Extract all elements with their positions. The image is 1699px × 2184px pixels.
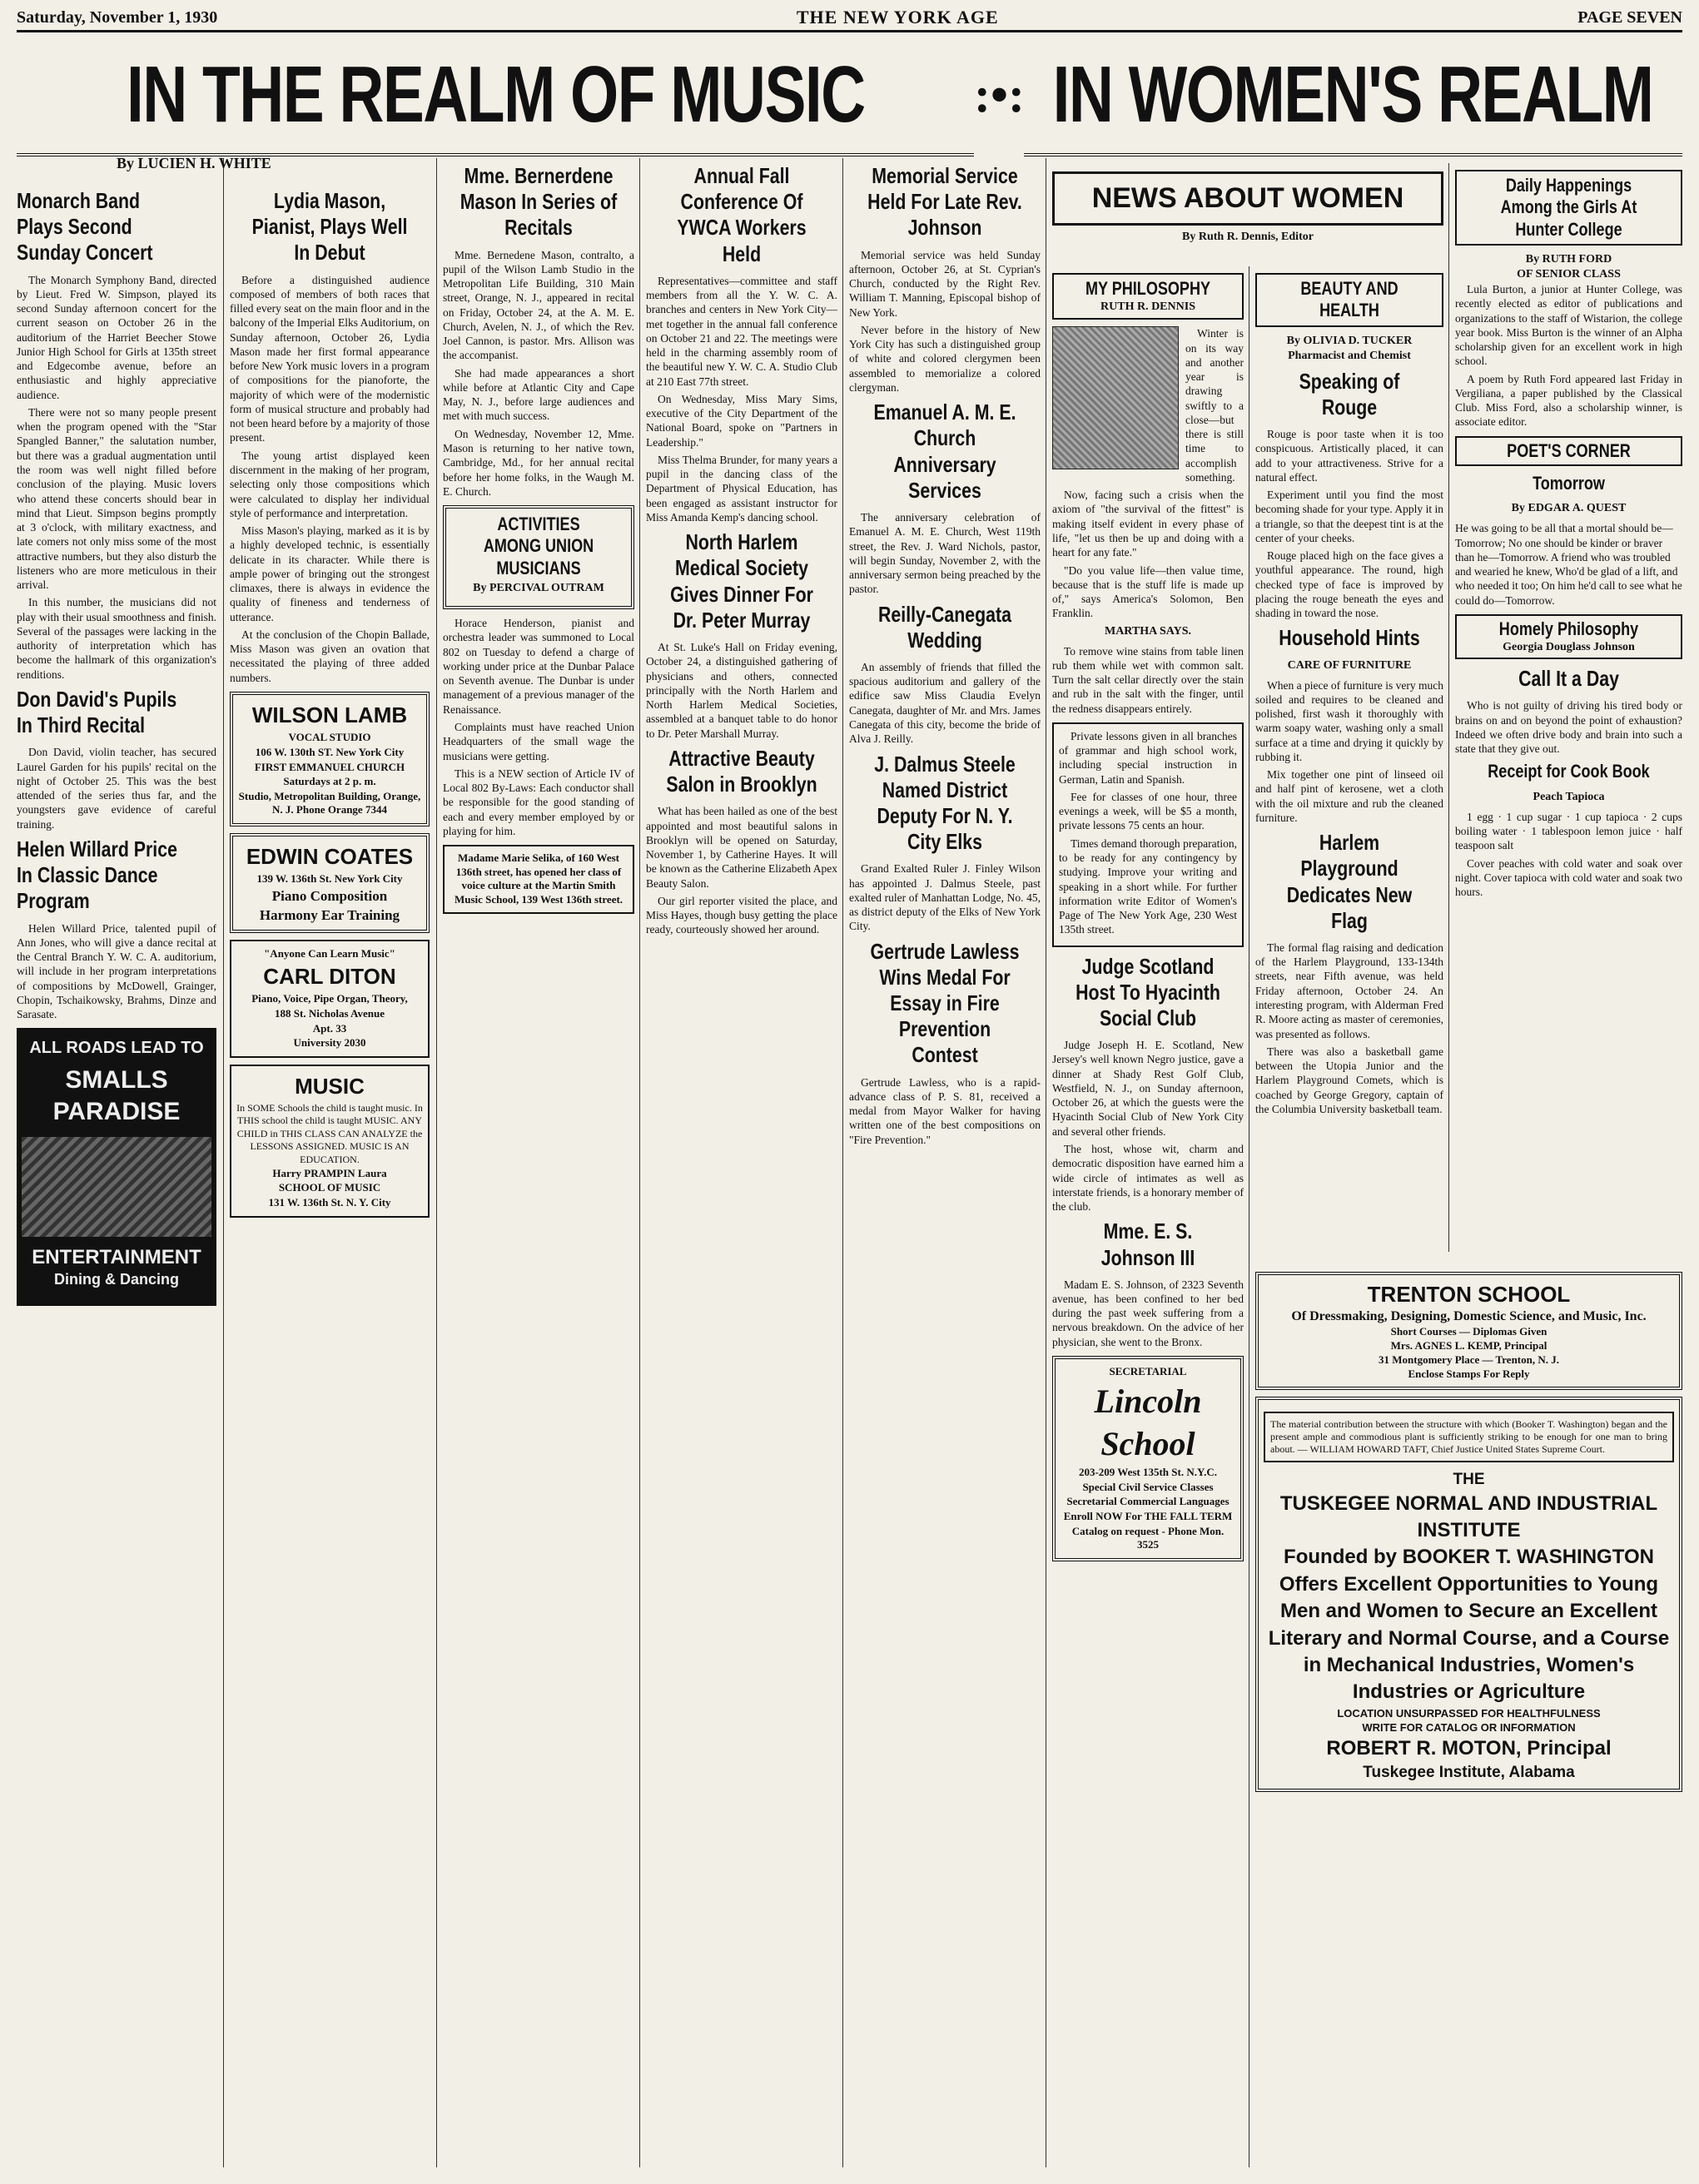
article-text: Winter is on its way and another year is drawing swiftly to a close—but there is still time to accomplish something. xyxy=(1185,327,1244,484)
article-text: Helen Willard Price, talented pupil of Ann Jones, who will give a dance recital at the Central Branch Y. W. C. A. auditorium, will include in her program interpretations of compositions by McDowell, Grainger, Chopin, Tschaikowsky, Brahms, Dinze and Sarasate. xyxy=(17,921,216,1021)
article-text: On Wednesday, November 12, Mme. Mason is returning to her native town, Cambridge, Md., for her annual recital before her home folks, in the Waugh M. E. Church. xyxy=(443,427,634,498)
headline: Helen Willard Price In Classic Dance Program xyxy=(17,836,177,914)
article-text: Horace Henderson, pianist and orchestra leader was summoned to Local 802 on Tuesday to defend a charge of working under price at the Dunbar Palace on Seventh avenue. The Dunbar is under management of a previous manager of the Renaissance. xyxy=(443,617,634,716)
article-text: Complaints must have reached Union Headquarters of the small wage the musicians were getting. xyxy=(443,721,634,762)
headline: North Harlem Medical Society Gives Dinner For Dr. Peter Murray xyxy=(670,529,813,633)
marie-selika-ad: Madame Marie Selika, of 160 West 136th street, has opened her class of voice culture at the Martin Smith Music School, 139 West 136th street. xyxy=(443,845,634,914)
article-text: Representatives—committee and staff members from all the Y. W. C. A. branches and centers in New York City—met together in the annual fall conference on October 21 and 22. The meetings were held in the charming assembly room of the beautiful new Y. W. C. A. Studio Club at 210 East 77th street. xyxy=(646,274,837,388)
article-text: At the conclusion of the Chopin Ballade, Miss Mason was given an ovation that necessitated the playing of three added numbers. xyxy=(230,628,430,684)
article-text: At St. Luke's Hall on Friday evening, October 24, a distinguished gathering of physicians and others, connected principally with the North Harlem and North Harlem Medical Societies, assembled at a banquet table to do honor to Dr. Peter Marshall Murray. xyxy=(646,641,837,740)
issue-date: Saturday, November 1, 1930 xyxy=(17,7,218,27)
column-rule xyxy=(223,158,224,2167)
headline: Annual Fall Conference Of YWCA Workers Held xyxy=(677,163,807,266)
women-column-6 xyxy=(1052,266,1244,2167)
my-philosophy-heading: MY PHILOSOPHY RUTH R. DENNIS xyxy=(1052,273,1244,320)
headline: Household Hints xyxy=(1279,625,1420,651)
article-text: Mme. Bernedene Mason, contralto, a pupil of the Wilson Lamb Studio in the Metropolitan Life Building, 310 Main street, Orange, N. J., appeared in recital on Friday, October 24, at the A. M. E. Church, Avelen, N. J., of which the Rev. Joel Cannon, is pastor. Mrs. Allison was the accompanist. xyxy=(443,248,634,362)
article-text: There were not so many people present when the program opened with the "Star Spangled Banner," the salutation number, but there was a gradual augmentation until the room was well night filled before conclusion of the playing. Music lovers who attend these concerts should bear in mind that Lieut. Simpson begins promptly at 3 o'clock, with military exactness, and late comers not only miss some of the most attractive numbers, but they also disturb the listeners who are more meticulous in their arrival. xyxy=(17,405,216,592)
poem-text: He was going to be all that a mortal should be—Tomorrow; No one should be kinder or braver than he—Tomorrow. A friend who was troubled and wearied he knew, Who'd be glad of a lift, and who needed it too; On him he'd call to see what he could do—Tomorrow. xyxy=(1455,522,1682,607)
prampin-music-school-ad: MUSIC In SOME Schools the child is taught music. In THIS school the child is taught MUSIC. ANY CHILD in THIS CLASS CAN ANALYZE the LESSONS ASSIGNED. MUSIC IS AN EDUCATION. Harry PRAMPIN Laura SCHOOL OF MUSIC 131 W. 136th St. N. Y. City xyxy=(230,1065,430,1218)
article-text: Rouge is poor taste when it is too conspicuous. Artistically placed, it can add to your attractiveness. Strive for a natural effect. xyxy=(1255,427,1443,484)
article-text: Cover peaches with cold water and soak over night. Cover tapioca with cold water and soak two hours. xyxy=(1455,856,1682,899)
headline: J. Dalmus Steele Named District Deputy For N. Y. City Elks xyxy=(874,751,1016,855)
music-section-heading: IN THE REALM OF MUSIC xyxy=(17,37,974,156)
taft-quote: The material contribution between the structure with which (Booker T. Washington) began and the present ample and commodious plant is sufficiently striking to be enough for one man to bring about. — WILLIAM HOWARD TAFT, Chief Justice United States Supreme Court. xyxy=(1264,1412,1674,1462)
author-photo xyxy=(1052,326,1179,469)
article-text: Before a distinguished audience composed of members of both races that filled every seat on the main floor and in the balcony of the Imperial Elks Auditorium, on Sunday afternoon, October 26, Lydia Mason made her first formal appearance before New York music lovers in a program of compositions for the pianoforte, the majority of which were of the modernistic form of musical structure and probably had not been heard before by a majority of those present. xyxy=(230,273,430,444)
article-text: The formal flag raising and dedication of the Harlem Playground, 133-134th streets, near Fifth avenue, was held Friday afternoon, October 24. An interesting program, with Alderman Fred R. Moore acting as master of ceremonies, was presented as follows. xyxy=(1255,941,1443,1040)
edwin-coates-ad: EDWIN COATES 139 W. 136th St. New York City Piano Composition Harmony Ear Training xyxy=(230,833,430,933)
wilson-lamb-ad: WILSON LAMB VOCAL STUDIO 106 W. 130th ST. New York City FIRST EMMANUEL CHURCH Saturdays at 2 p. m. Studio, Metropolitan Building, Orange, N. J. Phone Orange 7344 xyxy=(230,692,430,826)
music-column-1 xyxy=(17,183,216,2167)
article-text: She had made appearances a short while before at Atlantic City and Cape May, N. J., before large audiences and met with much success. xyxy=(443,366,634,423)
article-text: Never before in the history of New York City has such a distinguished group of white and colored clergymen been assembled to memorialize a colored clergyman. xyxy=(849,323,1041,394)
martha-says-heading: MARTHA SAYS. xyxy=(1104,624,1191,638)
headline: Speaking of Rouge xyxy=(1299,368,1400,419)
article-text: Miss Thelma Brunder, for many years a pupil in the dancing class of the Department of Physical Education, has been engaged as assistant instructor for Miss Amanda Kemp's dancing school. xyxy=(646,453,837,524)
page-header-bar xyxy=(17,5,1682,32)
article-text: What has been hailed as one of the best appointed and most beautiful salons in Brooklyn will be opened on Saturday, November 1, by Catherine Hayes. It will be known as the Catherine Elizabeth Apex Beauty Salon. xyxy=(646,805,837,890)
news-about-women-banner: NEWS ABOUT WOMEN By Ruth R. Dennis, Editor xyxy=(1052,163,1443,249)
article-text: Now, facing such a crisis when the axiom of "the survival of the fittest" is making itself evident in every phase of life, "let us then be up and doing with a heart for any fate." xyxy=(1052,489,1244,559)
middle-column-5 xyxy=(849,158,1041,2167)
headline: Lydia Mason, Pianist, Plays Well In Debut xyxy=(251,188,408,266)
article-text: Judge Joseph H. E. Scotland, New Jersey's well known Negro justice, gave a dinner at Shady Rest Golf Club, Westfield, N. J., on Sunday afternoon, October 26, at which the guests were the Hyacinth Social Club of New York City and several other friends. xyxy=(1052,1039,1244,1138)
poem-title: Tomorrow xyxy=(1533,473,1605,494)
heading-ornament: :•: xyxy=(974,67,1025,122)
headline: Don David's Pupils In Third Recital xyxy=(17,687,177,738)
headline: Mme. Bernerdene Mason In Series of Recitals xyxy=(460,163,618,241)
tuskegee-institute-ad: The material contribution between the structure with which (Booker T. Washington) began and the present ample and commodious plant is sufficiently striking to be enough for one man to bring about. — WILLIAM HOWARD TAFT, Chief Justice United States Supreme Court. THE TUSKEGEE NORMAL AND INDUSTRIAL INSTITUTE Founded by BOOKER T. WASHINGTON Offers Excellent Opportunities to Young Men and Women to Secure an Excellent Literary and Normal Course, and a Course in Mechanical Industries, Women's Industries or Agriculture LOCATION UNSURPASSED FOR HEALTHFULNESS WRITE FOR CATALOG OR INFORMATION ROBERT R. MOTON, Principal Tuskegee Institute, Alabama xyxy=(1255,1397,1682,1792)
headline: Emanuel A. M. E. Church Anniversary Services xyxy=(873,400,1016,503)
recipe-ingredients: 1 egg · 1 cup sugar · 1 cup tapioca · 2 cups boiling water · 1 tablespoon lemon juice · half teaspoon salt xyxy=(1455,810,1682,852)
womens-section-heading: IN WOMEN'S REALM xyxy=(1024,37,1682,156)
article-text: Lula Burton, a junior at Hunter College, was recently elected as editor of publications and organizations to the staff of Wistarion, the college year book. Miss Burton is the winner of an Alpha scholarship given for an excellent work in high school. xyxy=(1455,282,1682,368)
music-column-2 xyxy=(230,183,430,2167)
article-text: Miss Mason's playing, marked as it is by a highly developed technic, is essentially delicate in its character. While there is ample power of bringing out the strongest climaxes, there is always in evidence the quality of fineness and tenderness of utterance. xyxy=(230,524,430,623)
article-text: Rouge placed high on the face gives a youthful appearance. The round, high checked type of face is improved by placing the rouge beneath the eyes and shading in toward the nose. xyxy=(1255,549,1443,620)
women-column-8: Daily Happenings Among the Girls At Hunter College By RUTH FORD OF SENIOR CLASS Lula Burton, a junior at Hunter College, was recently elected as editor of publications and organizations to the staff of Wistarion, the college year book. Miss Burton is the winner of an Alpha scholarship given for an excellent work in high school. A poem by Ruth Ford appeared last Friday in Vergiliana, a paper published by the Classical Club. Miss Ford, also a scholarship winner, is associate editor. POET'S CORNER Tomorrow By EDGAR A. QUEST He was going to be all that a mortal should be—Tomorrow; No one should be kinder or braver than he—Tomorrow. A friend who was troubled and wearied he knew, Who'd be glad of a lift, and who needed it too; On him he'd call to see what he could do—Tomorrow. Homely Philosophy Georgia Douglass Johnson Call It a Day Who is not guilty of driving his tired body or brains on and on beyond the point of exhaustion? Indeed we often drive body and brain into such a state that they give out. Receipt for Cook Book Peach Tapioca 1 egg · 1 cup sugar · 1 cup tapioca · 2 cups boiling water · 1 tablespoon lemon juice · half teaspoon salt Cover peaches with cold water and soak over night. Cover tapioca with cold water and soak two hours. xyxy=(1455,163,1682,1252)
carl-diton-ad: "Anyone Can Learn Music" CARL DITON Piano, Voice, Pipe Organ, Theory, 188 St. Nicholas Avenue Apt. 33 University 2030 xyxy=(230,940,430,1057)
hunter-college-heading: Daily Happenings Among the Girls At Hunter College xyxy=(1455,170,1682,246)
article-text: The young artist displayed keen discernment in the making of her program, selecting only those compositions which were calculated to display her individual style of performance and interpretation. xyxy=(230,449,430,519)
smalls-paradise-ad: ALL ROADS LEAD TO SMALLS PARADISE ENTERTAINMENT Dining & Dancing xyxy=(17,1028,216,1306)
page-number: PAGE SEVEN xyxy=(1577,7,1682,27)
article-text: Madam E. S. Johnson, of 2323 Seventh avenue, has been confined to her bed during the past week suffering from a nervous breakdown. On the advice of her physician, she went to the Bronx. xyxy=(1052,1278,1244,1348)
column-rule xyxy=(639,158,640,2167)
trenton-school-ad: TRENTON SCHOOL Of Dressmaking, Designing, Domestic Science, and Music, Inc. Short Courses — Diplomas Given Mrs. AGNES L. KEMP, Principal 31 Montgomery Place — Trenton, N. J. Enclose Stamps For Reply xyxy=(1255,1272,1682,1390)
union-musicians-heading-box: ACTIVITIES AMONG UNION MUSICIANS By PERCIVAL OUTRAM xyxy=(443,505,634,609)
article-text: "Do you value life—then value time, because that is the stuff life is made up of," says America's Solomon, Ben Franklin. xyxy=(1052,563,1244,620)
article-text: The anniversary celebration of Emanuel A. M. E. Church, West 119th street, the Rev. J. Ward Nichols, pastor, will begin Sunday, November 2, with the anniversary sermon being preached by the pastor. xyxy=(849,510,1041,596)
column-rule xyxy=(1448,163,1449,1252)
article-text: An assembly of friends that filled the spacious auditorium and gallery of the edifice saw Miss Claudia Evelyn Canegata, daughter of Mr. and Mrs. James Canegata of this city, become the bride of Alva J. Reilly. xyxy=(849,660,1041,746)
article-text: Who is not guilty of driving his tired body or brains on and on beyond the point of exhaustion? Indeed we often drive body and brain into such a state that they give out. xyxy=(1455,699,1682,756)
article-text: Don David, violin teacher, has secured Laurel Garden for his pupils' recital on the night of October 25. This was the best attended of the series thus far, and the youngsters gave evidence of careful training. xyxy=(17,746,216,831)
headline: Monarch Band Plays Second Sunday Concert xyxy=(17,188,153,266)
column-rule xyxy=(436,158,437,2167)
homely-philosophy-heading: Homely Philosophy Georgia Douglass Johnson xyxy=(1455,614,1682,659)
article-text: Grand Exalted Ruler J. Finley Wilson has appointed J. Dalmus Steele, past exalted ruler of Manhattan Lodge, No. 45, as district deputy of the Elks of New York City. xyxy=(849,862,1041,933)
headline: Gertrude Lawless Wins Medal For Essay in Fire Prevention Contest xyxy=(870,938,1020,1068)
headline: Harlem Playground Dedicates New Flag xyxy=(1286,830,1413,933)
headline: Mme. E. S. Johnson III xyxy=(1100,1219,1195,1270)
article-text: This is a NEW section of Article IV of Local 802 By-Laws: Each conductor shall be responsible for the good standing of each and every member employed by or playing for him. xyxy=(443,767,634,837)
article-text: When a piece of furniture is very much soiled and requires to be cleaned and polished, first wash it thoroughly with warm soapy water, washing only a small surface at a time and drying it quickly by rubbing it. xyxy=(1255,678,1443,763)
bottom-right-ads xyxy=(1255,1265,1682,2167)
paradise-illustration xyxy=(22,1137,211,1237)
beauty-health-heading: BEAUTY AND HEALTH xyxy=(1255,273,1443,327)
headline: Judge Scotland Host To Hyacinth Social Club xyxy=(1076,953,1220,1030)
article-text: There was also a basketball game between the Utopia Junior and the Harlem Playground Comets, which is coached by George Gregory, captain of the Columbia University basketball team. xyxy=(1255,1045,1443,1115)
article-text: The host, whose wit, charm and democratic disposition have earned him a wide circle of intimates as well as interstate friends, is a honorary member of the club. xyxy=(1052,1142,1244,1214)
column-rule xyxy=(842,158,843,2167)
music-byline: By LUCIEN H. WHITE xyxy=(117,155,271,171)
article-text: To remove wine stains from table linen rub them while wet with common salt. Turn the salt cellar directly over the stain and rub in the salt with the finger, until the redness disappears entirely. xyxy=(1052,644,1244,715)
headline: Reilly-Canegata Wedding xyxy=(878,601,1011,653)
poets-corner-heading: POET'S CORNER xyxy=(1455,436,1682,466)
middle-column-4 xyxy=(646,158,837,2167)
music-column-3 xyxy=(443,158,634,2167)
article-text: Memorial service was held Sunday afternoon, October 26, at St. Cyprian's Church, conducted by the Right Rev. William T. Manning, Episcopal bishop of New York. xyxy=(849,248,1041,319)
lincoln-school-ad: SECRETARIAL Lincoln School 203-209 West 135th St. N.Y.C. Special Civil Service Classes Secretarial Commercial Languages Enroll NOW For THE FALL TERM Catalog on request - Phone Mon. 3525 xyxy=(1052,1356,1244,1561)
headline: Memorial Service Held For Late Rev. Johnson xyxy=(867,163,1022,241)
article-text: A poem by Ruth Ford appeared last Friday in Vergiliana, a paper published by the Classical Club. Miss Ford, also a scholarship winner, is associate editor. xyxy=(1455,372,1682,429)
private-lessons-ad: Private lessons given in all branches of grammar and high school work, including special instruction in German, Latin and Spanish. Fee for classes of one hour, three evenings a week, will be $5 a month, private lessons 75 cents an hour. Times demand thorough preparation, to be ready for any contingency by studying. Improve your writing and speaking in a short while. For further information write Editor of Women's Page of The New York Age, 230 West 135th street. xyxy=(1052,722,1244,947)
headline: Receipt for Cook Book xyxy=(1488,761,1650,782)
article-text: Mix together one pint of linseed oil and half pint of kerosene, wet a cloth with the oil mixture and rub the cleaned furniture. xyxy=(1255,768,1443,824)
article-text: Gertrude Lawless, who is a rapid-advance class of P. S. 81, received a medal from Mayor Walker for having written one of the best compositions on "Fire Prevention." xyxy=(849,1075,1041,1146)
article-text: The Monarch Symphony Band, directed by Lieut. Fred W. Simpson, played its second Sunday afternoon concert for the current season on October 26 in the auditorium of the Harriet Beecher Stowe Junior High School for Girls at 135th street and Edgecombe avenue, before an enthusiastic and highly appreciative audience. xyxy=(17,273,216,401)
women-column-7: BEAUTY AND HEALTH By OLIVIA D. TUCKER Pharmacist and Chemist Speaking of Rouge Rouge is poor taste when it is too conspicuous. Artistically placed, it can add to your attractiveness. Strive for a natural effect. Experiment until you find the most becoming shade for your type. Apply it in a triangle, so that the deepest tint is at the center of your cheeks. Rouge placed high on the face gives a youthful appearance. The round, high checked type of face is improved by placing the rouge beneath the eyes and shading in toward the nose. Household Hints CARE OF FURNITURE When a piece of furniture is very much soiled and requires to be cleaned and polished, first wash it thoroughly with warm soapy water, washing only a small surface at a time and drying it quickly by rubbing it. Mix together one pint of linseed oil and half pint of kerosene, wet a cloth with the oil mixture and rub the cleaned furniture. Harlem Playground Dedicates New Flag The formal flag raising and dedication of the Harlem Playground, 133-134th streets, near Fifth avenue, was held Friday afternoon, October 24. An interesting program, with Alderman Fred R. Moore acting as master of ceremonies, was presented as follows. There was also a basketball game between the Utopia Junior and the Harlem Playground Comets, which is coached by George Gregory, captain of the Columbia University basketball team. xyxy=(1255,266,1443,1252)
article-text: Experiment until you find the most becoming shade for your type. Apply it in a triangle, so that the deepest tint is at the center of your cheeks. xyxy=(1255,489,1443,544)
article-text: On Wednesday, Miss Mary Sims, executive of the City Department of the National Board, spoke on "Partners in Leadership." xyxy=(646,392,837,449)
headline: Call It a Day xyxy=(1518,666,1619,692)
article-text: In this number, the musicians did not play with their usual smoothness and finish. Several of the passages were lacking in the authority of interpretation which has become the hallmark of this organization's renditions. xyxy=(17,596,216,681)
headline: Attractive Beauty Salon in Brooklyn xyxy=(666,745,817,797)
article-text: Our girl reporter visited the place, and Miss Hayes, though busy getting the place ready, courteously showed her around. xyxy=(646,894,837,936)
paper-name: THE NEW YORK AGE xyxy=(796,7,999,27)
